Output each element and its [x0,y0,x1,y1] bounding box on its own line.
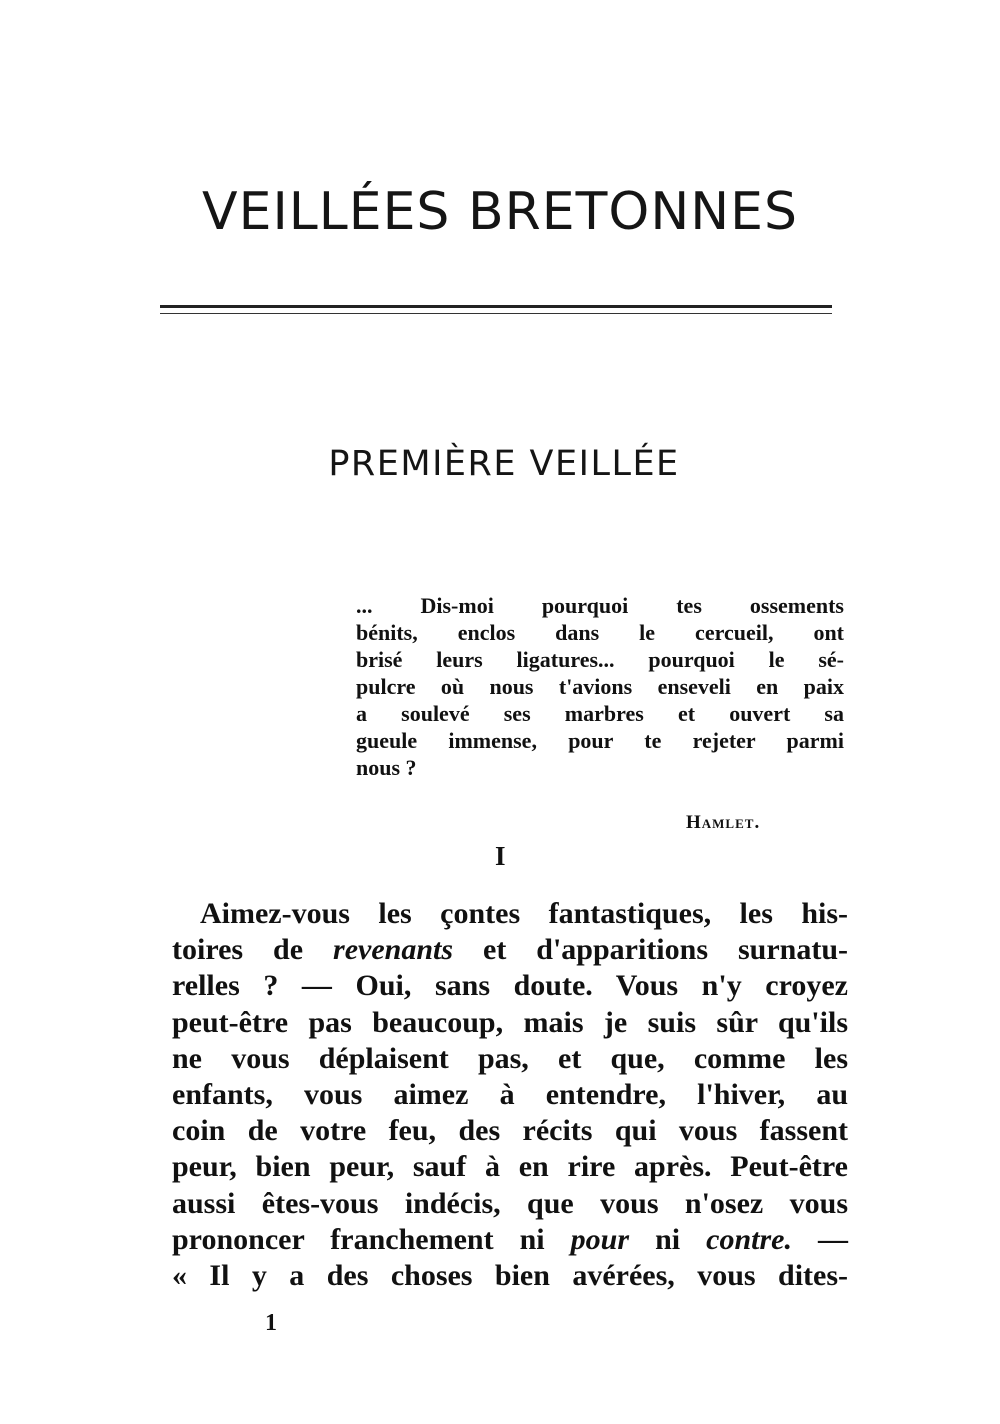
epigraph-line: brisé leurs ligatures... pourquoi le sé- [356,647,844,672]
text-line: coin de votre feu, des récits qui vous fassent [172,1114,848,1148]
text-line: aussi êtes-vous indécis, que vous n'osez vous [172,1186,848,1220]
chapter-title: PREMIÈRE VEILLÉE [328,444,680,484]
epigraph-line: pulcre où nous t'avions enseveli en paix [356,674,844,699]
text-line: prononcer franchement ni pour ni contre. — [172,1222,849,1256]
book-title: VEILLÉES BRETONNES [202,182,798,242]
text-line: peut-être pas beaucoup, mais je suis sûr qu'ils [172,1005,848,1039]
text-line: « Il y a des choses bien avérées, vous dites- [172,1259,848,1293]
text-line: enfants, vous aimez à entendre, l'hiver, au [172,1078,848,1112]
epigraph-line: nous ? [356,755,417,780]
section-number: I [495,841,506,871]
epigraph [356,592,844,781]
text-line: ne vous déplaisent pas, et que, comme les [172,1041,848,1075]
epigraph-line: bénits, enclos dans le cercueil, ont [356,620,844,645]
text-line: peur, bien peur, sauf à en rire après. Peut-être [172,1150,848,1184]
body-paragraph [172,896,848,1294]
text-line: relles ? — Oui, sans doute. Vous n'y croyez [172,969,848,1003]
page-number: 1 [265,1310,277,1336]
epigraph-line: ... Dis-moi pourquoi tes ossements [356,593,844,618]
text-line: toires de revenants et d'apparitions surnatu- [172,933,848,967]
title-rule-thick [160,305,832,308]
text-line: Aimez-vous les çontes fantastiques, les his- [200,897,848,930]
title-rule-thin [160,313,832,314]
epigraph-line: a soulevé ses marbres et ouvert sa [356,701,844,726]
epigraph-line: gueule immense, pour te rejeter parmi [356,728,844,753]
epigraph-source: Hamlet. [686,812,761,833]
